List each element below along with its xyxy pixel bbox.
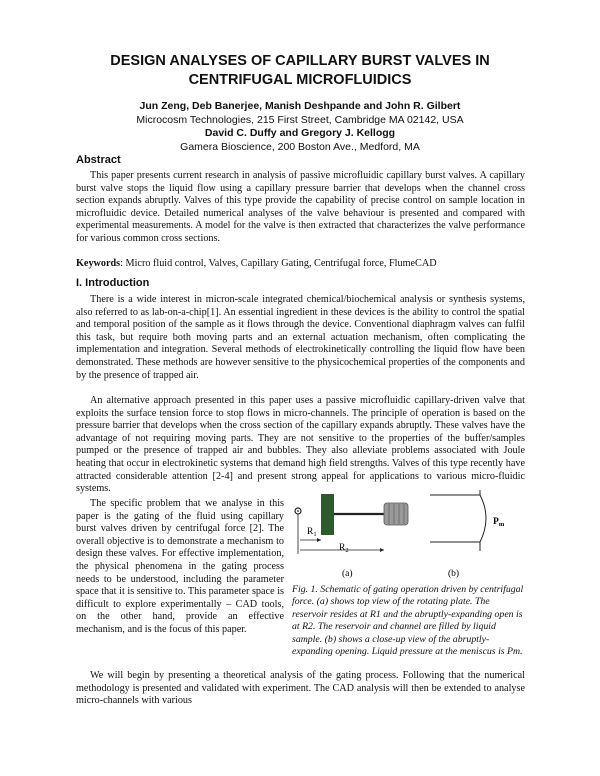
abstract-text: This paper presents current research in analysis of passive microfluidic capillary burst valves. A capillary burst valve stops the liquid flow using a capillary pressure barrier that develops when the channel cross section expands abruptly. Valves of this type provide the capability of precise control on sample location in microfluidic device. Detailed numerical analyses of the valve behaviour is presented and compared with experimental measurements. A model for the valve is then extracted that characterizes the valve performance for various common cross sections. (76, 170, 525, 244)
introduction-heading: I. Introduction (76, 277, 150, 289)
figure-1-schematic (290, 490, 525, 580)
meniscus (480, 495, 486, 542)
keywords-text: : Micro fluid control, Valves, Capillary Gating, Centrifugal force, FlumeCAD (120, 258, 437, 269)
affiliation-1: Microcosm Technologies, 215 First Street, Cambridge MA 02142, USA (136, 113, 464, 126)
keywords-line (76, 258, 525, 271)
label-pm: $P_m$ (493, 517, 505, 528)
paper-title: DESIGN ANALYSES OF CAPILLARY BURST VALVES IN CENTRIFUGAL MICROFLUIDICS (110, 53, 490, 88)
rotation-center-dot (297, 510, 299, 512)
abstract-heading: Abstract (76, 154, 121, 166)
r2-arrowhead (380, 548, 384, 552)
label-a: (a) (342, 569, 353, 579)
label-b: (b) (448, 569, 460, 579)
intro-paragraph-1: There is a wide interest in micron-scale integrated chemical/biochemical analysis or synthesis systems, also referred to as lab-on-a-chip[1]. An essential ingredient in these devices is the ability to control the spatial and temporal position of the sample as it flows through the device. Conventional diaphragm valves can fulfil this task, but require both moving parts and an external actuation mechanism, often complicating the implementation and integration. Several methods of electrokinetically controlling the liquid flow have been demonstrated. These methods are however sensitive to the physicochemical properties of the components and by the presence of trapped air. (76, 294, 525, 381)
affiliation-2: Gamera Bioscience, 200 Boston Ave., Medford, MA (180, 140, 420, 153)
label-r2: $R_2$ (339, 543, 349, 554)
r1-arrowhead (317, 538, 321, 542)
intro-paragraph-2: An alternative approach presented in this paper uses a passive microfluidic capillary-driven valve that exploits the surface tension force to stop flows in micro-channels. The principle of operation is based on the pressure barrier that develops when the cross section of the capillary expands abruptly. These valves have the advantage of not requiring moving parts. They are not sensitive to the properties of the buffer/samples pumped or the presence of trapped air and bubbles. They also alleviate problems associated with Joule heating that occur in electrokinetic systems that demand high field strengths. Valves of this type recently have attracted considerable attention [2-4] and present strong appeal for applications to various micro-fluidic systems. (76, 395, 525, 495)
keywords-label: Keywords (76, 258, 121, 269)
author-names-1: Jun Zeng, Deb Banerjee, Manish Deshpande and John R. Gilbert (139, 100, 461, 112)
author-block (60, 100, 540, 154)
figure-1-caption: Fig. 1. Schematic of gating operation driven by centrifugal force. (a) shows top view of the rotating plate. The reservoir resides at R1 and the abruptly-expanding open is at R2. The reservoir and channel are filled by liquid sample. (b) shows a close-up view of the abruptly-expanding opening. Liquid pressure at the meniscus is Pm. (292, 584, 524, 658)
author-names-2: David C. Duffy and Gregory J. Kellogg (204, 127, 396, 139)
label-r1: $R_1$ (307, 527, 317, 538)
intro-paragraph-3: The specific problem that we analyse in this paper is the gating of the fluid using capillary burst valves driven by centrifugal force [2]. The overall objective is to demonstrate a mechanism to design these valves. For effective implementation, the physical phenomena in the gating process needs to be understood, including the parameter space that it is sensitive to. This parameter space is difficult to explore experimentally – CAD tools, on the other hand, provide an effective mechanism, and is the focus of this paper. (76, 498, 284, 635)
intro-paragraph-4: We will begin by presenting a theoretical analysis of the gating process. Following that the numerical methodology is presented and validated with experiment. The CAD analysis will then be extended to analyse micro-channels with various (76, 670, 525, 707)
reservoir (321, 494, 334, 535)
